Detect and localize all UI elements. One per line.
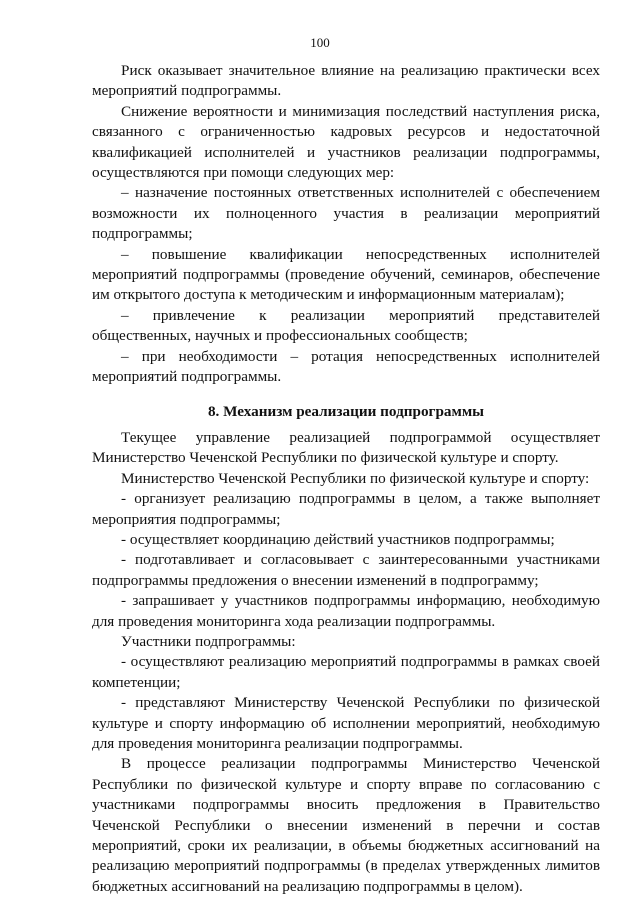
list-item-permanent-executors: – назначение постоянных ответственных исполнителей с обеспечением возможности их полноценного участия в реализации мероприятий подпрограммы; xyxy=(92,184,600,243)
list-item-prepares-proposals: - подготавливает и согласовывает с заинтересованными участниками подпрограммы предложения о внесении изменений в подпрограмму; xyxy=(92,551,600,589)
list-item-coordinates: - осуществляет координацию действий участников подпрограммы; xyxy=(121,530,555,548)
list-item-community-involvement: – привлечение к реализации мероприятий представителей общественных, научных и профессиональных сообществ; xyxy=(92,306,600,345)
paragraph-amendments: В процессе реализации подпрограммы Министерство Чеченской Республики по физической культуре и спорту вправе по согласованию с участниками подпрограммы вносить предложения в Правительство Чеченской Республики о внесении изменений в перечни и состав мероприятий, сроки их реализации, в объемы бюджетных ассигнований на реализацию мероприятий подпрограммы (в пределах утвержденных лимитов бюджетных ассигнований на реализацию подпрограммы в целом). xyxy=(92,755,600,895)
paragraph-participants-intro: Участники подпрограммы: xyxy=(121,632,296,650)
list-item-provide-information: - представляют Министерству Чеченской Республики по физической культуре и спорту информацию об исполнении мероприятий, необходимую для проведения мониторинга реализации подпрограммы. xyxy=(92,694,600,752)
paragraph-ministry-intro: Министерство Чеченской Республики по физической культуре и спорту: xyxy=(121,469,590,487)
list-item-qualification: – повышение квалификации непосредственных исполнителей мероприятий подпрограммы (проведение обучений, семинаров, обеспечение им открытого доступа к методическим и информационным материалам); xyxy=(92,245,600,304)
document-body xyxy=(92,61,600,897)
list-item-implement-measures: - осуществляют реализацию мероприятий подпрограммы в рамках своей компетенции; xyxy=(92,653,600,691)
paragraph-current-management: Текущее управление реализацией подпрограммой осуществляет Министерство Чеченской Республики по физической культуре и спорту. xyxy=(92,428,600,467)
list-item-organizes: - организует реализацию подпрограммы в целом, а также выполняет мероприятия подпрограммы; xyxy=(92,490,600,528)
page-number: 100 xyxy=(310,35,330,50)
paragraph-risk-mitigation: Снижение вероятности и минимизация последствий наступления риска, связанного с ограниченностью кадровых ресурсов и недостаточной квалификацией исполнителей и участников реализации подпрограммы, осуществляются при помощи следующих мер: xyxy=(92,102,600,182)
list-item-requests-information: - запрашивает у участников подпрограммы информацию, необходимую для проведения мониторинга хода реализации подпрограммы. xyxy=(92,592,600,630)
list-item-rotation: – при необходимости – ротация непосредственных исполнителей мероприятий подпрограммы. xyxy=(92,347,600,386)
paragraph-risk-influence: Риск оказывает значительное влияние на реализацию практически всех мероприятий подпрограммы. xyxy=(92,62,600,100)
section-heading: 8. Механизм реализации подпрограммы xyxy=(207,402,485,420)
